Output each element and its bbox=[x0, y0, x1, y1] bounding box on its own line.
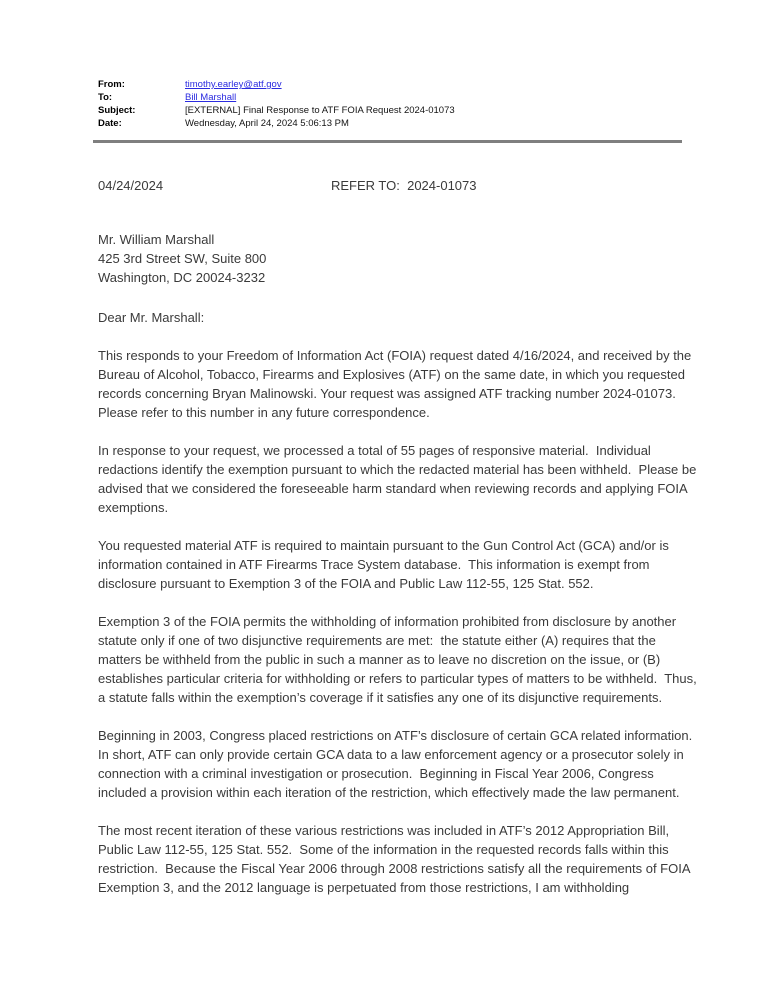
header-divider bbox=[93, 140, 682, 143]
salutation: Dear Mr. Marshall: bbox=[98, 310, 205, 325]
paragraph-appropriation-bill: The most recent iteration of these various restrictions was included in ATF’s 2012 Appropriation Bill, Public Law 112-55, 125 Stat. 552. Some of the information in the requested records falls within this restriction. Because the Fiscal Year 2006 through 2008 restrictions satisfy all the requirements of FOIA Exemption 3, and the 2012 language is perpetuated from those restrictions, I am withholding bbox=[98, 823, 694, 895]
refer-to-number: REFER TO: 2024-01073 bbox=[331, 178, 477, 193]
from-label: From: bbox=[98, 79, 125, 90]
paragraph-congress-restrictions: Beginning in 2003, Congress placed restrictions on ATF’s disclosure of certain GCA related information. In short, ATF can only provide certain GCA data to a law enforcement agency or a prosecutor solely in connection with a criminal investigation or prosecution. Beginning in Fiscal Year 2006, Congress included a provision within each iteration of the restriction, which effectively made the law permanent. bbox=[98, 728, 700, 800]
date-value: Wednesday, April 24, 2024 5:06:13 PM bbox=[185, 118, 349, 129]
subject-label: Subject: bbox=[98, 105, 136, 116]
subject-value: [EXTERNAL] Final Response to ATF FOIA Request 2024-01073 bbox=[185, 105, 455, 116]
letter-date: 04/24/2024 bbox=[98, 178, 164, 193]
refer-line bbox=[98, 176, 698, 195]
letter-body bbox=[98, 176, 701, 897]
to-recipient-link[interactable]: Bill Marshall bbox=[185, 92, 237, 103]
email-header bbox=[0, 0, 768, 130]
header-row-to bbox=[98, 91, 768, 104]
header-row-from bbox=[98, 78, 768, 91]
paragraph-gca-exemption: You requested material ATF is required to maintain pursuant to the Gun Control Act (GCA) and/or is information contained in ATF Firearms Trace System database. This information is exempt from disclosure pursuant to Exemption 3 of the FOIA and Public Law 112-55, 125 Stat. 552. bbox=[98, 538, 673, 591]
recipient-address bbox=[98, 230, 698, 287]
paragraph-pages-processed: In response to your request, we processed a total of 55 pages of responsive material. Individual redactions identify the exemption pursuant to which the redacted material has been withheld. Please be advised that we considered the foreseeable harm standard when reviewing records and applying FOIA exemptions. bbox=[98, 443, 700, 515]
recipient-city: Washington, DC 20024-3232 bbox=[98, 270, 266, 285]
recipient-name: Mr. William Marshall bbox=[98, 232, 215, 247]
date-label: Date: bbox=[98, 118, 122, 129]
to-label: To: bbox=[98, 92, 113, 103]
paragraph-exemption3-explanation: Exemption 3 of the FOIA permits the withholding of information prohibited from disclosure by another statute only if one of two disjunctive requirements are met: the statute either (A) requires that the matters be withheld from the public in such a manner as to leave no discretion on the issue, or (B) establishes particular criteria for withholding or refers to particular types of matters to be withheld. Thus, a statute falls within the exemption’s coverage if it satisfies any one of its disjunctive requirements. bbox=[98, 614, 701, 705]
paragraph-response-intro: This responds to your Freedom of Information Act (FOIA) request dated 4/16/2024, and received by the Bureau of Alcohol, Tobacco, Firearms and Explosives (ATF) on the same date, in which you requested records concerning Bryan Malinowski. Your request was assigned ATF tracking number 2024-01073. Please refer to this number in any future correspondence. bbox=[98, 348, 695, 420]
header-row-subject bbox=[98, 104, 768, 117]
from-address-link[interactable]: timothy.earley@atf.gov bbox=[185, 79, 282, 90]
header-row-date bbox=[98, 117, 768, 130]
recipient-street: 425 3rd Street SW, Suite 800 bbox=[98, 251, 267, 266]
